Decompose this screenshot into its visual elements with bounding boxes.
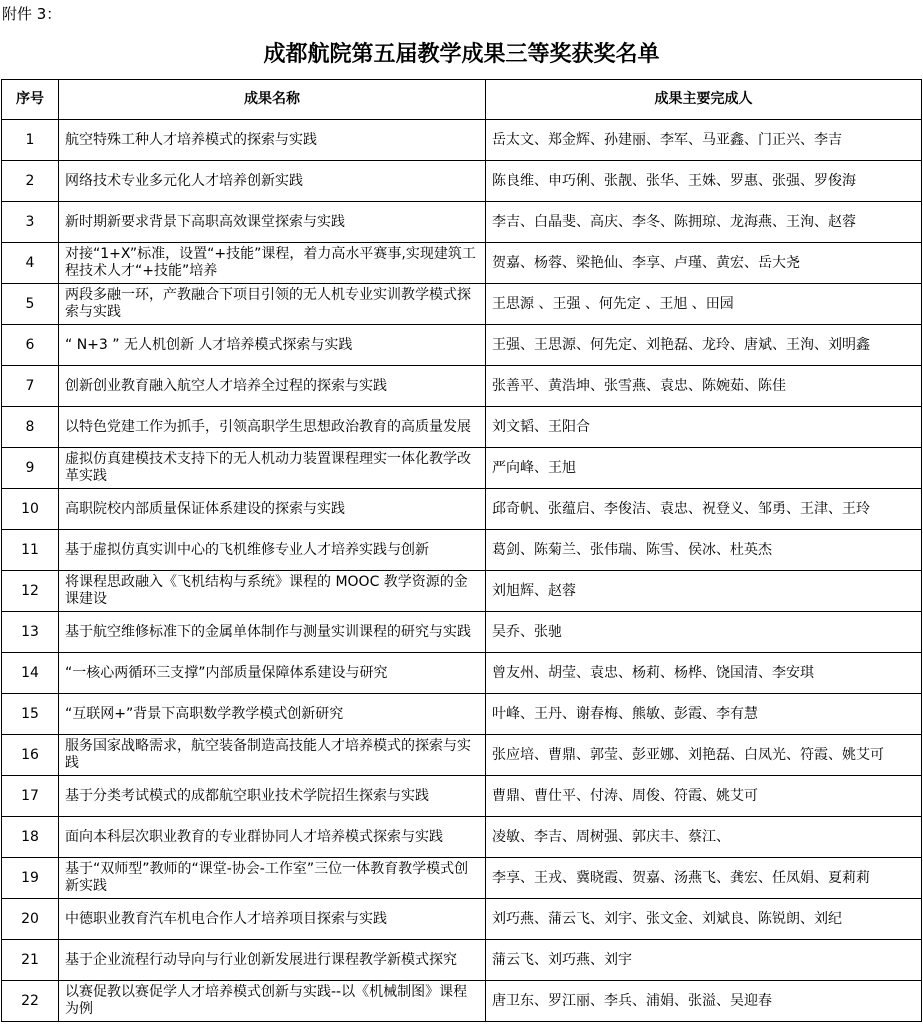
table-header-row	[2, 80, 922, 120]
main-contributors: 陈良维、申巧俐、张靓、张华、王姝、罗惠、张强、罗俊海	[486, 161, 922, 202]
page-title: 成都航院第五届教学成果三等奖获奖名单	[263, 42, 660, 67]
main-contributors: 李享、王戎、冀晓霞、贺嘉、汤燕飞、龚宏、任凤娟、夏莉莉	[486, 858, 922, 899]
main-contributors: 刘旭辉、赵蓉	[486, 571, 922, 612]
main-contributors: 张应培、曹鼎、郭莹、彭亚娜、刘艳磊、白凤光、符霞、姚艾可	[486, 735, 922, 776]
achievement-name: 航空特殊工种人才培养模式的探索与实践	[59, 120, 486, 161]
column-header-no: 序号	[2, 80, 59, 120]
row-number: 9	[2, 448, 59, 489]
table-row	[2, 530, 922, 571]
main-contributors: 曾友州、胡莹、袁忠、杨莉、杨桦、饶国清、李安琪	[486, 653, 922, 694]
table-row	[2, 325, 922, 366]
table-row	[2, 858, 922, 899]
row-number: 13	[2, 612, 59, 653]
row-number: 4	[2, 243, 59, 284]
row-number: 3	[2, 202, 59, 243]
main-contributors: 王思源 、王强 、何先定 、王旭 、田园	[486, 284, 922, 325]
main-contributors: 王强、王思源、何先定、刘艳磊、龙玲、唐斌、王洵、刘明鑫	[486, 325, 922, 366]
achievement-name: 中德职业教育汽车机电合作人才培养项目探索与实践	[59, 899, 486, 940]
row-number: 7	[2, 366, 59, 407]
main-contributors: 葛剑、陈菊兰、张伟瑞、陈雪、侯冰、杜英杰	[486, 530, 922, 571]
attachment-label: 附件 3：	[2, 5, 62, 23]
main-contributors: 贺嘉、杨蓉、梁艳仙、李享、卢瑾、黄宏、岳大尧	[486, 243, 922, 284]
row-number: 17	[2, 776, 59, 817]
achievement-name: 将课程思政融入《飞机结构与系统》课程的 MOOC 教学资源的金课建设	[59, 571, 486, 612]
table-row	[2, 694, 922, 735]
table-row	[2, 653, 922, 694]
main-contributors: 刘巧燕、蒲云飞、刘宇、张文金、刘斌良、陈锐朗、刘纪	[486, 899, 922, 940]
row-number: 6	[2, 325, 59, 366]
achievement-name: 网络技术专业多元化人才培养创新实践	[59, 161, 486, 202]
achievement-name: 面向本科层次职业教育的专业群协同人才培养模式探索与实践	[59, 817, 486, 858]
row-number: 20	[2, 899, 59, 940]
table-row	[2, 571, 922, 612]
main-contributors: 李吉、白晶斐、高庆、李冬、陈拥琼、龙海燕、王洵、赵蓉	[486, 202, 922, 243]
row-number: 19	[2, 858, 59, 899]
achievement-name: 基于航空维修标准下的金属单体制作与测量实训课程的研究与实践	[59, 612, 486, 653]
main-contributors: 叶峰、王丹、谢春梅、熊敏、彭霞、李有慧	[486, 694, 922, 735]
achievement-name: “ N+3 ” 无人机创新 人才培养模式探索与实践	[59, 325, 486, 366]
table-row	[2, 120, 922, 161]
table-row	[2, 899, 922, 940]
main-contributors: 曹鼎、曹仕平、付涛、周俊、符霞、姚艾可	[486, 776, 922, 817]
achievement-name: 高职院校内部质量保证体系建设的探索与实践	[59, 489, 486, 530]
row-number: 12	[2, 571, 59, 612]
achievement-name: 基于企业流程行动导向与行业创新发展进行课程教学新模式探究	[59, 940, 486, 981]
table-row	[2, 202, 922, 243]
row-number: 22	[2, 981, 59, 1022]
main-contributors: 吴乔、张驰	[486, 612, 922, 653]
achievement-name: 以特色党建工作为抓手，引领高职学生思想政治教育的高质量发展	[59, 407, 486, 448]
achievement-name: 两段多融一环，产教融合下项目引领的无人机专业实训教学模式探索与实践	[59, 284, 486, 325]
table-row	[2, 284, 922, 325]
row-number: 5	[2, 284, 59, 325]
achievement-name: 基于“双师型”教师的“课堂-协会-工作室”三位一体教育教学模式创新实践	[59, 858, 486, 899]
row-number: 18	[2, 817, 59, 858]
achievement-name: 服务国家战略需求，航空装备制造高技能人才培养模式的探索与实践	[59, 735, 486, 776]
row-number: 21	[2, 940, 59, 981]
row-number: 1	[2, 120, 59, 161]
achievement-name: “一核心两循环三支撑”内部质量保障体系建设与研究	[59, 653, 486, 694]
column-header-name: 成果名称	[59, 80, 486, 120]
achievement-name: 虚拟仿真建模技术支持下的无人机动力装置课程理实一体化教学改革实践	[59, 448, 486, 489]
main-contributors: 岳太文、郑金辉、孙建丽、李军、马亚鑫、门正兴、李吉	[486, 120, 922, 161]
main-contributors: 蒲云飞、刘巧燕、刘宇	[486, 940, 922, 981]
main-contributors: 刘文韬、王阳合	[486, 407, 922, 448]
main-contributors: 邱奇帆、张蕴启、李俊洁、袁忠、祝登义、邹勇、王津、王玲	[486, 489, 922, 530]
achievement-name: 以赛促教以赛促学人才培养模式创新与实践--以《机械制图》课程为例	[59, 981, 486, 1022]
achievement-name: 基于虚拟仿真实训中心的飞机维修专业人才培养实践与创新	[59, 530, 486, 571]
row-number: 8	[2, 407, 59, 448]
main-contributors: 张善平、黄浩坤、张雪燕、袁忠、陈婉茹、陈佳	[486, 366, 922, 407]
row-number: 14	[2, 653, 59, 694]
table-row	[2, 161, 922, 202]
table-row	[2, 817, 922, 858]
row-number: 10	[2, 489, 59, 530]
main-contributors: 凌敏、李吉、周树强、郭庆丰、蔡江、	[486, 817, 922, 858]
award-table	[1, 79, 922, 1022]
column-header-people: 成果主要完成人	[486, 80, 922, 120]
table-row	[2, 735, 922, 776]
achievement-name: 创新创业教育融入航空人才培养全过程的探索与实践	[59, 366, 486, 407]
achievement-name: “互联网+”背景下高职数学教学模式创新研究	[59, 694, 486, 735]
table-row	[2, 407, 922, 448]
main-contributors: 严向峰、王旭	[486, 448, 922, 489]
achievement-name: 新时期新要求背景下高职高效课堂探索与实践	[59, 202, 486, 243]
main-contributors: 唐卫东、罗江丽、李兵、浦娟、张溢、吴迎春	[486, 981, 922, 1022]
table-row	[2, 243, 922, 284]
table-row	[2, 612, 922, 653]
achievement-name: 基于分类考试模式的成都航空职业技术学院招生探索与实践	[59, 776, 486, 817]
row-number: 11	[2, 530, 59, 571]
achievement-name: 对接“1+X”标准，设置“+技能”课程，着力高水平赛事,实现建筑工程技术人才“+技能”培养	[59, 243, 486, 284]
table-row	[2, 981, 922, 1022]
table-row	[2, 776, 922, 817]
table-row	[2, 940, 922, 981]
table-row	[2, 366, 922, 407]
row-number: 2	[2, 161, 59, 202]
row-number: 16	[2, 735, 59, 776]
table-row	[2, 448, 922, 489]
table-row	[2, 489, 922, 530]
row-number: 15	[2, 694, 59, 735]
